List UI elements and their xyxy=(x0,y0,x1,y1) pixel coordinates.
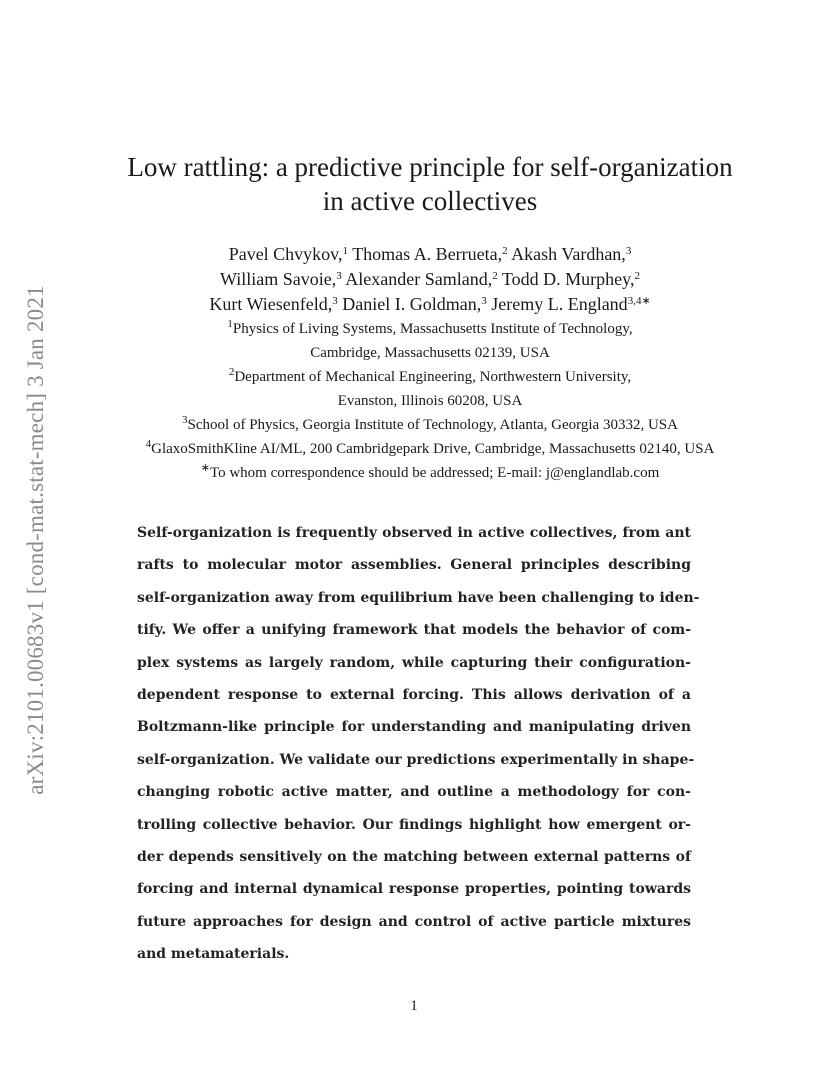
affiliation-1 xyxy=(100,317,760,341)
abstract-line: self-organization. We validate our predictions experimentally in shape- xyxy=(137,751,695,768)
abstract-line: self-organization away from equilibrium have been challenging to iden- xyxy=(137,589,700,606)
affil-sup: 2 xyxy=(228,366,235,378)
author-affil-sup: 3 xyxy=(332,295,338,307)
author-name: Kurt Wiesenfeld, xyxy=(209,294,333,314)
author-affil-sup: 3 xyxy=(336,270,342,282)
page-number: 1 xyxy=(410,998,418,1014)
author-list xyxy=(100,242,760,317)
abstract-line: future approaches for design and control of active particle mixtures xyxy=(137,913,691,930)
affil-text: Physics of Living Systems, Massachusetts Institute of Technology, xyxy=(232,321,633,337)
author-affil-sup: 3 xyxy=(625,245,632,257)
author-name: Akash Vardhan, xyxy=(507,244,626,264)
author-name: Alexander Samland, xyxy=(341,269,493,289)
abstract-line: Boltzmann-like principle for understanding and manipulating driven xyxy=(137,719,691,736)
affil-text: Department of Mechanical Engineering, Northwestern University, xyxy=(234,369,632,385)
abstract-line: trolling collective behavior. Our findings highlight how emergent or- xyxy=(137,816,691,833)
author-affil-sup: 2 xyxy=(634,270,640,282)
author-name: Thomas A. Berrueta, xyxy=(348,244,503,264)
title-line-2: in active collectives xyxy=(322,186,538,216)
affil-sup: 4 xyxy=(145,438,152,450)
correspondence-note xyxy=(100,461,760,485)
affil-text: School of Physics, Georgia Institute of Technology, Atlanta, Georgia 30332, USA xyxy=(187,417,678,433)
author-line-1 xyxy=(100,242,760,267)
affiliation-4 xyxy=(90,437,770,461)
author-name: Todd D. Murphey, xyxy=(497,269,635,289)
abstract-line: and metamaterials. xyxy=(137,946,290,963)
abstract-line: changing robotic active matter, and outline a methodology for con- xyxy=(137,784,691,801)
author-name: Jeremy L. England xyxy=(486,294,628,314)
affiliation-list xyxy=(100,317,760,485)
corr-text: To whom correspondence should be addressed; E-mail: j@englandlab.com xyxy=(209,465,660,481)
abstract-line: dependent response to external forcing. This allows derivation of a xyxy=(137,686,691,703)
author-name: William Savoie, xyxy=(220,269,337,289)
corr-sup: ∗ xyxy=(200,462,210,474)
abstract xyxy=(137,517,700,970)
author-affil-sup: 2 xyxy=(502,245,508,257)
abstract-line: plex systems as largely random, while capturing their configuration- xyxy=(137,654,691,671)
author-line-2 xyxy=(100,267,760,292)
author-line-3 xyxy=(100,292,760,317)
author-name: Pavel Chvykov, xyxy=(228,244,343,264)
author-affil-sup: 2 xyxy=(492,270,498,282)
affiliation-3 xyxy=(90,413,770,437)
abstract-line: tify. We offer a unifying framework that models the behavior of com- xyxy=(137,622,691,639)
author-name: Daniel I. Goldman, xyxy=(337,294,482,314)
affil-sup: 3 xyxy=(182,414,188,426)
affiliation-2-cont: Evanston, Illinois 60208, USA xyxy=(337,393,523,409)
abstract-line: der depends sensitively on the matching between external patterns of xyxy=(137,848,691,865)
abstract-line: Self-organization is frequently observed in active collectives, from ant xyxy=(137,525,691,541)
abstract-line: rafts to molecular motor assemblies. General principles describing xyxy=(137,557,691,574)
title-line-1: Low rattling: a predictive principle for self-organization xyxy=(127,152,733,182)
author-affil-sup: 1 xyxy=(342,245,349,257)
affil-sup: 1 xyxy=(227,318,233,330)
arxiv-identifier-stamp: arXiv:2101.00683v1 [cond-mat.stat-mech] 3 Jan 2021 xyxy=(23,285,48,795)
affil-text: GlaxoSmithKline AI/ML, 200 Cambridgepark Drive, Cambridge, Massachusetts 02140, USA xyxy=(151,441,715,457)
affiliation-2 xyxy=(100,365,760,389)
author-affil-sup: 3,4∗ xyxy=(627,295,651,307)
paper-title xyxy=(100,150,760,218)
author-affil-sup: 3 xyxy=(481,295,487,307)
abstract-line: forcing and internal dynamical response properties, pointing towards xyxy=(137,881,691,898)
affiliation-1-cont: Cambridge, Massachusetts 02139, USA xyxy=(310,345,550,361)
title-block xyxy=(100,150,760,485)
